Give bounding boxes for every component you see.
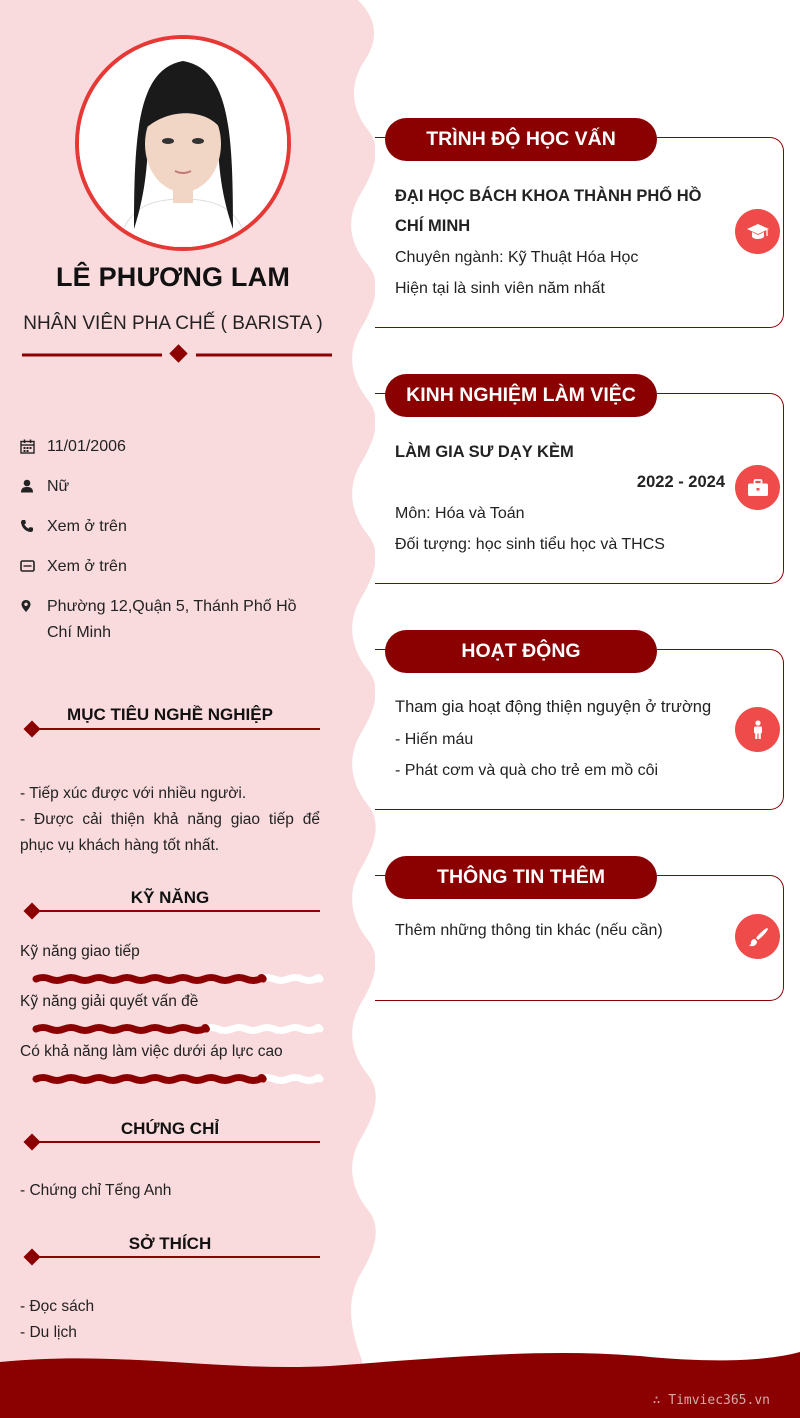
experience-period: 2022 - 2024 <box>636 473 725 491</box>
skill-bar-fill-1 <box>36 978 263 981</box>
skill-label-3: Có khả năng làm việc dưới áp lực cao <box>20 1043 283 1060</box>
education-status: Hiện tại là sinh viên năm nhất <box>395 280 605 297</box>
education-school: ĐẠI HỌC BÁCH KHOA THÀNH PHỐ HỒ CHÍ MINH <box>395 187 702 235</box>
address: Phường 12,Quận 5, Thánh Phố Hồ Chí Minh <box>47 598 297 641</box>
skills-title: KỸ NĂNG <box>130 888 210 907</box>
birthday: 11/01/2006 <box>47 438 126 455</box>
phone: Xem ở trên <box>47 518 127 535</box>
person-icon <box>735 707 780 752</box>
additional-text: Thêm những thông tin khác (nếu cần) <box>395 922 663 939</box>
objective-line-2: - Được cải thiện khả năng giao tiếp để phục vụ khách hàng tốt nhất. <box>20 811 320 854</box>
hobbies-title: SỞ THÍCH <box>128 1234 212 1253</box>
activities-title: HOẠT ĐỘNG <box>385 630 657 673</box>
hobby-item-1: - Đọc sách <box>20 1298 95 1315</box>
education-major: Chuyên ngành: Kỹ Thuật Hóa Học <box>395 249 639 266</box>
experience-target: Đối tượng: học sinh tiểu học và THCS <box>395 536 665 553</box>
phone-icon <box>20 519 36 535</box>
experience-job: LÀM GIA SƯ DẠY KÈM <box>395 443 574 461</box>
activities-intro: Tham gia hoạt động thiện nguyện ở trường <box>395 698 712 716</box>
gender: Nữ <box>47 478 70 495</box>
full-name: LÊ PHƯƠNG LAM <box>55 262 291 292</box>
education-title: TRÌNH ĐỘ HỌC VẤN <box>385 118 657 161</box>
additional-title: THÔNG TIN THÊM <box>385 856 657 899</box>
calendar-icon <box>20 439 36 455</box>
profile-photo <box>75 35 291 251</box>
objective-line-1: - Tiếp xúc được với nhiều người. <box>20 785 247 802</box>
activities-item-1: - Hiến máu <box>395 731 474 748</box>
avatar <box>79 39 287 247</box>
location-pin-icon <box>20 599 36 615</box>
skill-label-2: Kỹ năng giải quyết vấn đề <box>20 993 199 1010</box>
skill-label-1: Kỹ năng giao tiếp <box>20 943 140 960</box>
graduation-cap-icon <box>735 209 780 254</box>
job-position: NHÂN VIÊN PHA CHẾ ( BARISTA ) <box>23 313 323 334</box>
certificate-item: - Chứng chỉ Tếng Anh <box>20 1182 172 1199</box>
activities-item-2: - Phát cơm và quà cho trẻ em mồ côi <box>395 762 659 779</box>
experience-title: KINH NGHIỆM LÀM VIỆC <box>385 374 657 417</box>
certificates-title: CHỨNG CHỈ <box>120 1119 220 1138</box>
experience-subject: Môn: Hóa và Toán <box>395 505 525 522</box>
envelope-icon <box>20 559 36 575</box>
skill-bar-fill-2 <box>36 1028 206 1031</box>
footer-wave <box>0 1352 800 1418</box>
paintbrush-icon <box>735 914 780 959</box>
briefcase-icon <box>735 465 780 510</box>
hobby-item-2: - Du lịch <box>20 1324 77 1341</box>
user-icon <box>20 479 36 495</box>
objective-title: MỤC TIÊU NGHỀ NGHIỆP <box>67 705 273 724</box>
footer-brand: ∴ Timviec365.vn <box>652 1393 770 1408</box>
skill-bar-fill-3 <box>36 1078 263 1081</box>
email: Xem ở trên <box>47 558 127 575</box>
